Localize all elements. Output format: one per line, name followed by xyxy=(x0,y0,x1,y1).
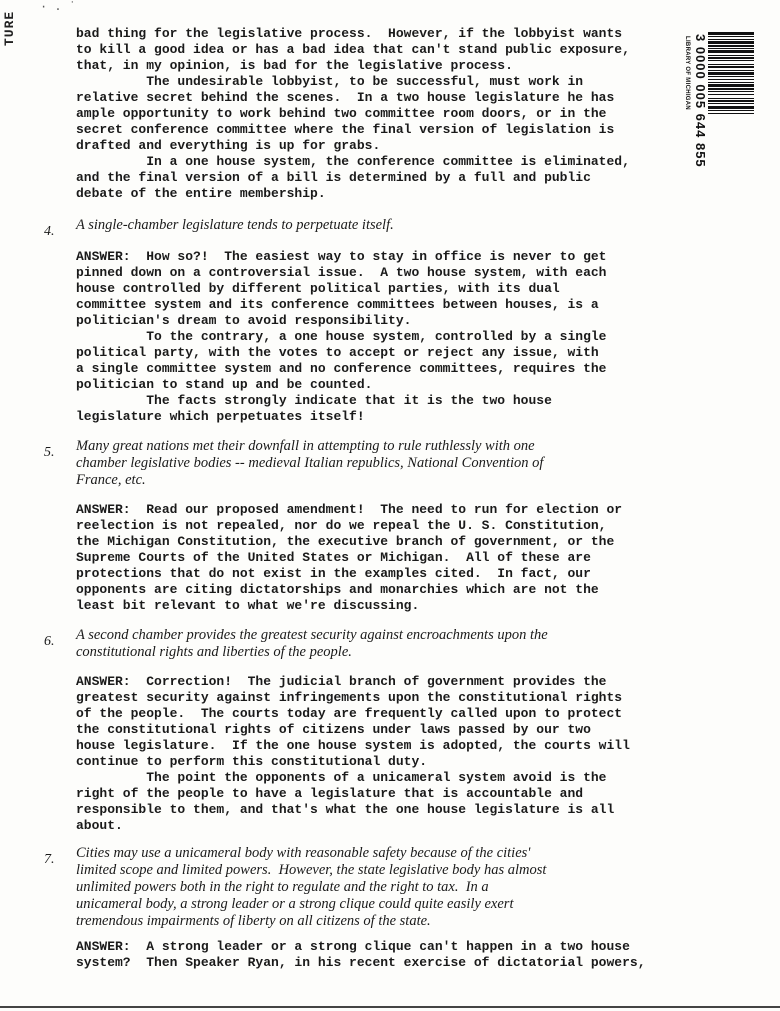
question-line-q5-0: Many great nations met their downfall in attempting to rule ruthlessly with one xyxy=(76,438,535,454)
text-line-a6-8: responsible to them, and that's what the one house legislature is all xyxy=(76,802,615,817)
text-line-p1-4: relative secret behind the scenes. In a two house legislature he has xyxy=(76,90,615,105)
text-line-a6-4: house legislature. If the one house system is adopted, the courts will xyxy=(76,738,630,753)
text-line-a4-8: politician to stand up and be counted. xyxy=(76,377,373,392)
text-line-p1-5: ample opportunity to work behind two committee room doors, or in the xyxy=(76,106,607,121)
item-number-q6: 6. xyxy=(44,634,55,649)
question-line-q4-0: A single-chamber legislature tends to perpetuate itself. xyxy=(76,217,394,233)
question-line-q5-2: France, etc. xyxy=(76,472,146,488)
bottom-edge xyxy=(0,1006,780,1008)
text-line-a5-2: the Michigan Constitution, the executive branch of government, or the xyxy=(76,534,615,549)
text-line-a6-5: continue to perform this constitutional duty. xyxy=(76,754,428,769)
text-line-p1-7: drafted and everything is up for grabs. xyxy=(76,138,381,153)
text-line-a4-1: pinned down on a controversial issue. A two house system, with each xyxy=(76,265,607,280)
text-line-p1-3: The undesirable lobbyist, to be successful, must work in xyxy=(76,74,584,89)
text-line-a6-3: the constitutional rights of citizens under laws passed by our two xyxy=(76,722,591,737)
text-line-a6-2: of the people. The courts today are frequently called upon to protect xyxy=(76,706,623,721)
item-number-q7: 7. xyxy=(44,852,55,867)
text-line-a4-6: political party, with the votes to accept or reject any issue, with xyxy=(76,345,599,360)
question-line-q6-0: A second chamber provides the greatest security against encroachments upon the xyxy=(76,627,548,643)
text-line-p1-9: and the final version of a bill is determined by a full and public xyxy=(76,170,591,185)
text-line-a6-9: about. xyxy=(76,818,123,833)
text-line-a6-7: right of the people to have a legislature that is accountable and xyxy=(76,786,584,801)
text-line-a7-0: ANSWER: A strong leader or a strong clique can't happen in a two house xyxy=(76,939,630,954)
text-line-p1-0: bad thing for the legislative process. However, if the lobbyist wants xyxy=(76,26,623,41)
text-line-a4-3: committee system and its conference committees between houses, is a xyxy=(76,297,599,312)
text-line-a4-5: To the contrary, a one house system, controlled by a single xyxy=(76,329,607,344)
question-line-q7-1: limited scope and limited powers. However, the state legislative body has almost xyxy=(76,862,547,878)
item-number-q4: 4. xyxy=(44,224,55,239)
text-line-a5-3: Supreme Courts of the United States or Michigan. All of these are xyxy=(76,550,591,565)
text-line-p1-10: debate of the entire membership. xyxy=(76,186,326,201)
text-line-a4-7: a single committee system and no conference committees, requires the xyxy=(76,361,607,376)
text-line-a6-1: greatest security against infringements upon the constitutional rights xyxy=(76,690,623,705)
text-line-a4-4: politician's dream to avoid responsibility. xyxy=(76,313,412,328)
text-line-a4-10: legislature which perpetuates itself! xyxy=(76,409,365,424)
barcode-number: 3 0000 005 644 855 xyxy=(693,34,708,168)
margin-text: TURE xyxy=(2,10,17,46)
text-line-a4-9: The facts strongly indicate that it is the two house xyxy=(76,393,552,408)
question-line-q7-0: Cities may use a unicameral body with reasonable safety because of the cities' xyxy=(76,845,531,861)
question-line-q5-1: chamber legislative bodies -- medieval Italian republics, National Convention of xyxy=(76,455,544,471)
question-line-q6-1: constitutional rights and liberties of the people. xyxy=(76,644,352,660)
item-number-q5: 5. xyxy=(44,445,55,460)
text-line-a6-0: ANSWER: Correction! The judicial branch of government provides the xyxy=(76,674,607,689)
text-line-p1-6: secret conference committee where the final version of legislation is xyxy=(76,122,615,137)
barcode-icon xyxy=(708,32,754,190)
text-line-a5-4: protections that do not exist in the examples cited. In fact, our xyxy=(76,566,591,581)
text-line-a7-1: system? Then Speaker Ryan, in his recent exercise of dictatorial powers, xyxy=(76,955,646,970)
text-line-p1-1: to kill a good idea or has a bad idea that can't stand public exposure, xyxy=(76,42,630,57)
barcode-library-label: LIBRARY OF MICHIGAN xyxy=(684,36,690,111)
question-line-q7-4: tremendous impairments of liberty on all citizens of the state. xyxy=(76,913,431,929)
text-line-a4-0: ANSWER: How so?! The easiest way to stay in office is never to get xyxy=(76,249,607,264)
text-line-a5-0: ANSWER: Read our proposed amendment! The need to run for election or xyxy=(76,502,623,517)
text-line-a6-6: The point the opponents of a unicameral system avoid is the xyxy=(76,770,607,785)
text-line-a5-1: reelection is not repealed, nor do we repeal the U. S. Constitution, xyxy=(76,518,607,533)
text-line-a5-5: opponents are citing dictatorships and monarchies which are not the xyxy=(76,582,599,597)
text-line-a4-2: house controlled by different political parties, with its dual xyxy=(76,281,560,296)
text-line-a5-6: least bit relevant to what we're discussing. xyxy=(76,598,420,613)
text-line-p1-2: that, in my opinion, is bad for the legislative process. xyxy=(76,58,513,73)
scan-specks: · . ˙ xyxy=(40,0,77,14)
text-line-p1-8: In a one house system, the conference committee is eliminated, xyxy=(76,154,630,169)
question-line-q7-2: unlimited powers both in the right to regulate and the right to tax. In a xyxy=(76,879,489,895)
question-line-q7-3: unicameral body, a strong leader or a strong clique could quite easily exert xyxy=(76,896,514,912)
